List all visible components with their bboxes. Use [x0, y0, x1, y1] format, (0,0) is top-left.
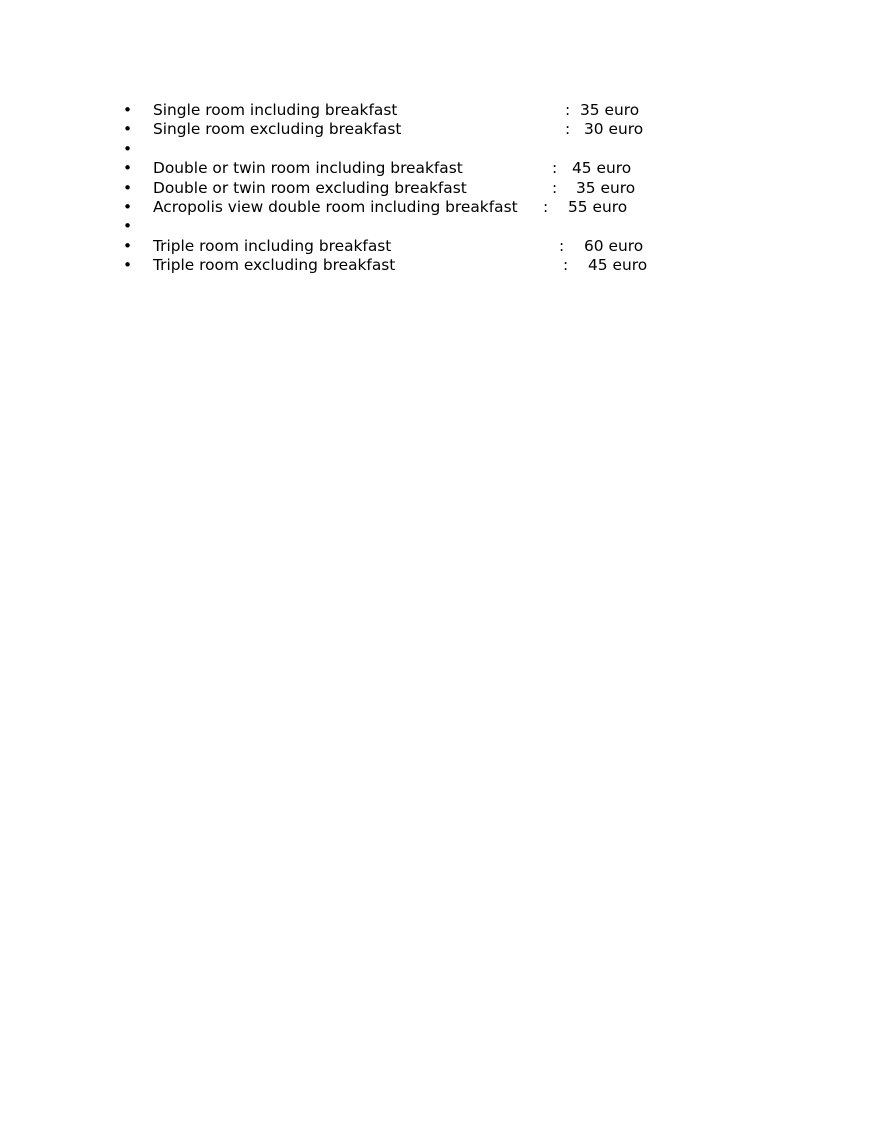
bullet-icon: • — [123, 217, 133, 236]
bullet-icon: • — [123, 236, 133, 255]
room-type-label: Triple room excluding breakfast — [153, 256, 396, 275]
list-item — [123, 159, 683, 178]
room-type-label: Single room excluding breakfast — [153, 120, 402, 139]
room-price: 35 euro — [580, 101, 640, 119]
list-item — [123, 237, 683, 256]
room-type-label: Acropolis view double room including breakfast — [153, 197, 518, 216]
room-type-label: Triple room including breakfast — [153, 236, 392, 255]
separator: : — [552, 159, 558, 178]
room-price: 60 euro — [584, 236, 644, 255]
bullet-icon: • — [123, 120, 133, 139]
list-item — [123, 179, 683, 198]
bullet-icon: • — [123, 197, 133, 216]
bullet-icon: • — [123, 139, 133, 158]
separator: : — [552, 178, 558, 197]
room-type-label: Single room including breakfast — [153, 101, 398, 119]
bullet-icon: • — [123, 101, 133, 119]
separator: : — [559, 236, 565, 255]
list-item-empty — [123, 140, 683, 159]
room-price: 45 euro — [572, 159, 632, 178]
bullet-icon: • — [123, 178, 133, 197]
list-item — [123, 101, 683, 120]
list-item — [123, 120, 683, 139]
separator: : — [565, 120, 571, 139]
list-item — [123, 198, 683, 217]
room-price: 35 euro — [576, 178, 636, 197]
separator: : — [563, 256, 569, 275]
bullet-icon: • — [123, 159, 133, 178]
list-item — [123, 256, 683, 275]
room-price: 30 euro — [584, 120, 644, 139]
room-price: 45 euro — [588, 256, 648, 275]
room-price-list — [123, 101, 683, 276]
separator: : — [543, 197, 549, 216]
room-price: 55 euro — [568, 197, 628, 216]
bullet-icon: • — [123, 256, 133, 275]
room-type-label: Double or twin room excluding breakfast — [153, 178, 467, 197]
separator: : — [565, 101, 571, 119]
list-item-empty — [123, 217, 683, 236]
room-type-label: Double or twin room including breakfast — [153, 159, 463, 178]
